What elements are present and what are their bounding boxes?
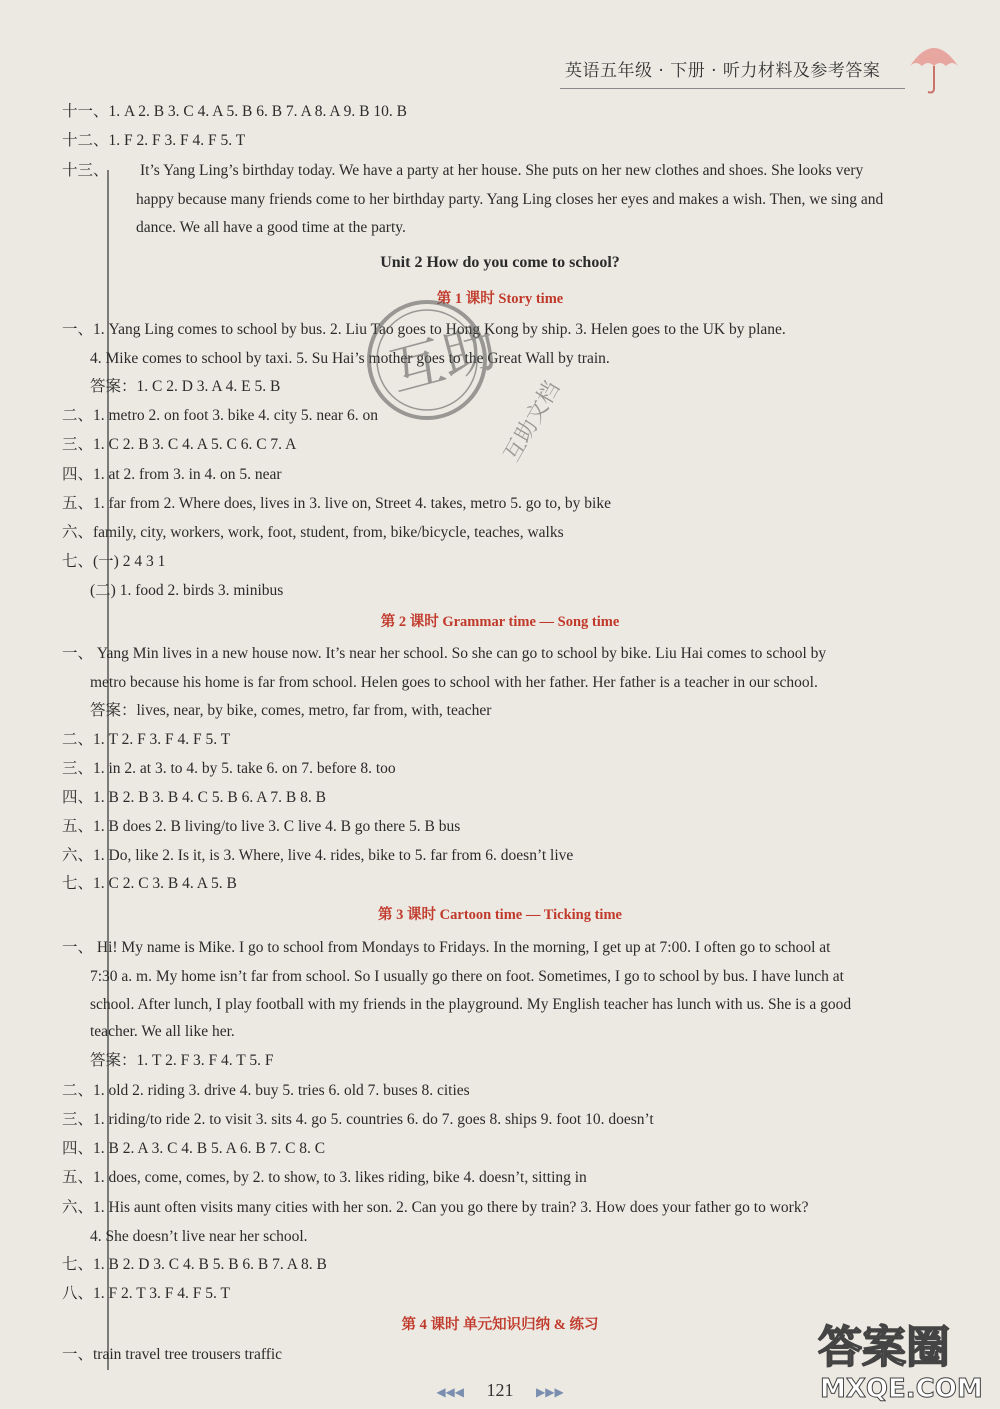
watermark-logo [810,1312,992,1407]
lesson-1-line: 三、1. C 2. B 3. C 4. A 5. C 6. C 7. A [62,436,297,453]
lesson-1-line: 答案：1. C 2. D 3. A 4. E 5. B [90,378,281,395]
header-rule [560,88,905,89]
lesson-3-line: 四、1. B 2. A 3. C 4. B 5. A 6. B 7. C 8. C [62,1140,326,1157]
lesson-2-line: 三、1. in 2. at 3. to 4. by 5. take 6. on 7. before 8. too [62,760,396,777]
lesson-1-title: 第 1 课时 Story time [436,291,564,307]
lesson-1-line: 4. Mike comes to school by taxi. 5. Su Hai’s mother goes to the Great Wall by train. [90,350,610,367]
lesson-1-line: 四、1. at 2. from 3. in 4. on 5. near [62,466,282,483]
lesson-3-passage-line: 7:30 a. m. My home isn’t far from school. So I usually go there on foot. Sometimes, I go to school by bus. I have lunch at [90,968,844,985]
passage-13-line: It’s Yang Ling’s birthday today. We have a party at her house. She puts on her new clothes and shoes. She looks very [140,162,864,179]
lesson-3-passage-line: school. After lunch, I play football with my friends in the playground. My English teacher has lunch with us. She is a good [90,996,852,1013]
lesson-2-line: 五、1. B does 2. B living/to live 3. C live 4. B go there 5. B bus [62,818,461,835]
next-arrows: ▶▶▶ [536,1385,564,1399]
umbrella-icon [906,36,962,96]
stamp-seal [355,282,565,467]
lesson-3-line: 二、1. old 2. riding 3. drive 4. buy 5. tries 6. old 7. buses 8. cities [62,1082,470,1099]
page-header-title: 英语五年级 · 下册 · 听力材料及参考答案 [565,61,881,81]
lesson-3-line: 答案：1. T 2. F 3. F 4. T 5. F [90,1052,274,1069]
unit-title: Unit 2 How do you come to school? [380,254,620,271]
lesson-4-title: 第 4 课时 单元知识归纳 & 练习 [401,1317,599,1333]
answer-line-11: 十一、1. A 2. B 3. C 4. A 5. B 6. B 7. A 8. A 9. B 10. B [62,103,407,120]
lesson-1-line: 六、family, city, workers, work, foot, student, from, bike/bicycle, teaches, walks [62,524,564,541]
lesson-2-passage-line: metro because his home is far from school. Helen goes to school with her father. Her father is a teacher in our school. [90,674,818,691]
lesson-2-line: 四、1. B 2. B 3. B 4. C 5. B 6. A 7. B 8. B [62,789,326,806]
lesson-2-title: 第 2 课时 Grammar time — Song time [380,614,620,630]
lesson-1-line: 五、1. far from 2. Where does, lives in 3. live on, Street 4. takes, metro 5. go to, by bike [62,495,611,512]
answer-line-12: 十二、1. F 2. F 3. F 4. F 5. T [62,132,246,149]
lesson-1-line: (二) 1. food 2. birds 3. minibus [90,582,284,599]
lesson-2-line: 六、1. Do, like 2. Is it, is 3. Where, live 4. rides, bike to 5. far from 6. doesn’t live [62,847,574,864]
lesson-2-line: 七、1. C 2. C 3. B 4. A 5. B [62,875,237,892]
lesson-1-line: 七、(一) 2 4 3 1 [62,553,166,570]
passage-13-line: happy because many friends come to her birthday party. Yang Ling closes her eyes and makes a wish. Then, we sing and [136,191,884,208]
watermark-logo-text: 答案圈 [818,1322,950,1373]
lesson-3-line: 五、1. does, come, comes, by 2. to show, to 3. likes riding, bike 4. doesn’t, sitting in [62,1169,587,1186]
page-number: 121 [486,1380,514,1400]
lesson-3-passage-line: teacher. We all like her. [90,1023,235,1040]
passage-13-line: dance. We all have a good time at the party. [136,219,406,236]
lesson-1-line: 一、1. Yang Ling comes to school by bus. 2. Liu Tao goes to Hong Kong by ship. 3. Helen goes to the UK by plane. [62,321,786,338]
lesson-3-line: 七、1. B 2. D 3. C 4. B 5. B 6. B 7. A 8. B [62,1256,327,1273]
lesson-1-line: 二、1. metro 2. on foot 3. bike 4. city 5. near 6. on [62,407,378,424]
prev-arrows: ◀◀◀ [436,1385,464,1399]
lesson-2-passage-line: 一、 Yang Min lives in a new house now. It’s near her school. So she can go to school by bike. Liu Hai comes to school by [62,645,827,662]
lesson-3-title: 第 3 课时 Cartoon time — Ticking time [378,907,622,923]
lesson-3-passage-line: 一、 Hi! My name is Mike. I go to school from Mondays to Fridays. In the morning, I get up at 7:00. I often go to school at [62,939,831,956]
watermark-site-text: MXQE.COM [820,1374,983,1404]
stamp-main-text: 互助 [383,314,504,404]
lesson-2-line: 答案：lives, near, by bike, comes, metro, far from, with, teacher [90,702,492,719]
lesson-3-line: 八、1. F 2. T 3. F 4. F 5. T [62,1285,230,1302]
lesson-3-line: 4. She doesn’t live near her school. [90,1228,308,1245]
stamp-side-text: 互助文档 [499,377,565,466]
passage-13-label: 十三、 [62,162,109,179]
lesson-4-line: 一、train travel tree trousers traffic [62,1346,283,1363]
lesson-3-line: 三、1. riding/to ride 2. to visit 3. sits 4. go 5. countries 6. do 7. goes 8. ships 9. foot 10. doesn’t [62,1111,654,1128]
lesson-3-line: 六、1. His aunt often visits many cities with her son. 2. Can you go there by train? 3. How does your father go to work? [62,1199,809,1216]
lesson-2-line: 二、1. T 2. F 3. F 4. F 5. T [62,731,231,748]
